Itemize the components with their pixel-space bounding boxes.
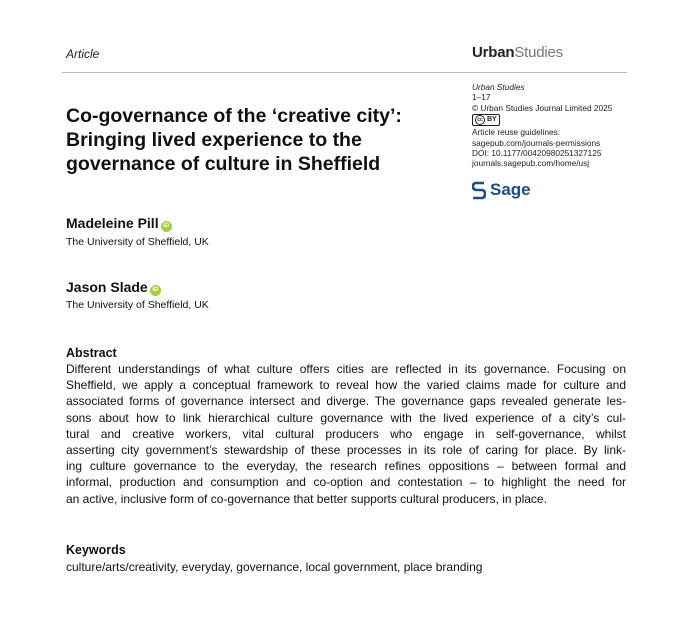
orcid-icon[interactable]: iD [150, 285, 161, 296]
keywords-text: culture/arts/creativity, everyday, governance, local government, place branding [66, 560, 483, 574]
keywords-heading: Keywords [66, 543, 126, 557]
author-affiliation: The University of Sheffield, UK [66, 236, 209, 248]
abstract-line: Sheffield, we apply a conceptual framework to reveal how the varied claims made for culture and [66, 378, 626, 393]
header-divider [62, 72, 627, 73]
orcid-icon[interactable]: iD [161, 221, 172, 232]
author-name [66, 279, 161, 296]
title-line: Bringing lived experience to the [66, 129, 362, 151]
journal-logo-light: Studies [514, 44, 563, 61]
abstract-body [66, 361, 626, 507]
sage-logo-text: Sage [490, 180, 531, 199]
meta-journal-name: Urban Studies [472, 82, 525, 92]
abstract-heading: Abstract [66, 346, 117, 360]
abstract-line: sons about how to link hierarchical culture governance with the lived experience of a city’s cul- [66, 410, 626, 425]
abstract-line: ing culture governance to the everyday, the research refines oppositions – between formal and [66, 459, 626, 474]
meta-reuse-link[interactable]: sagepub.com/journals-permissions [472, 137, 601, 148]
abstract-line: Different understandings of what culture offers cities are reflected in its governance. Focusing on [66, 362, 626, 376]
abstract-line: informal, production and consumption and co-option and contestation – to highlight the need for [66, 475, 626, 490]
journal-logo [472, 44, 563, 61]
title-line: Co-governance of the ‘creative city’: [66, 105, 402, 127]
sage-logo-icon [472, 181, 486, 200]
title-line: governance of culture in Sheffield [66, 153, 381, 175]
abstract-line: an active, inclusive form of co-governance that better supports cultural producers, in place. [66, 491, 547, 506]
abstract-line: associated forms of governance intersect and diverge. The governance gaps revealed generate les- [66, 394, 626, 409]
author-name-text: Madeleine Pill [66, 215, 159, 231]
meta-journal-url[interactable]: journals.sagepub.com/home/usj [472, 158, 590, 169]
meta-pages: 1–17 [472, 92, 491, 103]
meta-copyright: © Urban Studies Journal Limited 2025 [472, 102, 613, 113]
article-type-label: Article [66, 47, 100, 61]
article-metadata [472, 82, 612, 169]
author-name [66, 215, 172, 232]
article-title [66, 104, 466, 176]
cc-license-icon[interactable]: cc BY [472, 113, 612, 127]
abstract-line: tural and creative workers, vital cultural producers who engage in self-governance, whilst [66, 426, 626, 441]
cc-badge-text: BY [487, 116, 497, 124]
meta-reuse-heading: Article reuse guidelines: [472, 127, 561, 138]
author-name-text: Jason Slade [66, 279, 148, 295]
abstract-line: asserting city government’s stewardship of these processes in its role of caring for place. By link- [66, 443, 626, 458]
author-affiliation: The University of Sheffield, UK [66, 299, 209, 311]
sage-logo [472, 180, 531, 200]
meta-doi[interactable]: DOI: 10.1177/00420980251327125 [472, 148, 602, 159]
journal-logo-bold: Urban [472, 44, 515, 61]
